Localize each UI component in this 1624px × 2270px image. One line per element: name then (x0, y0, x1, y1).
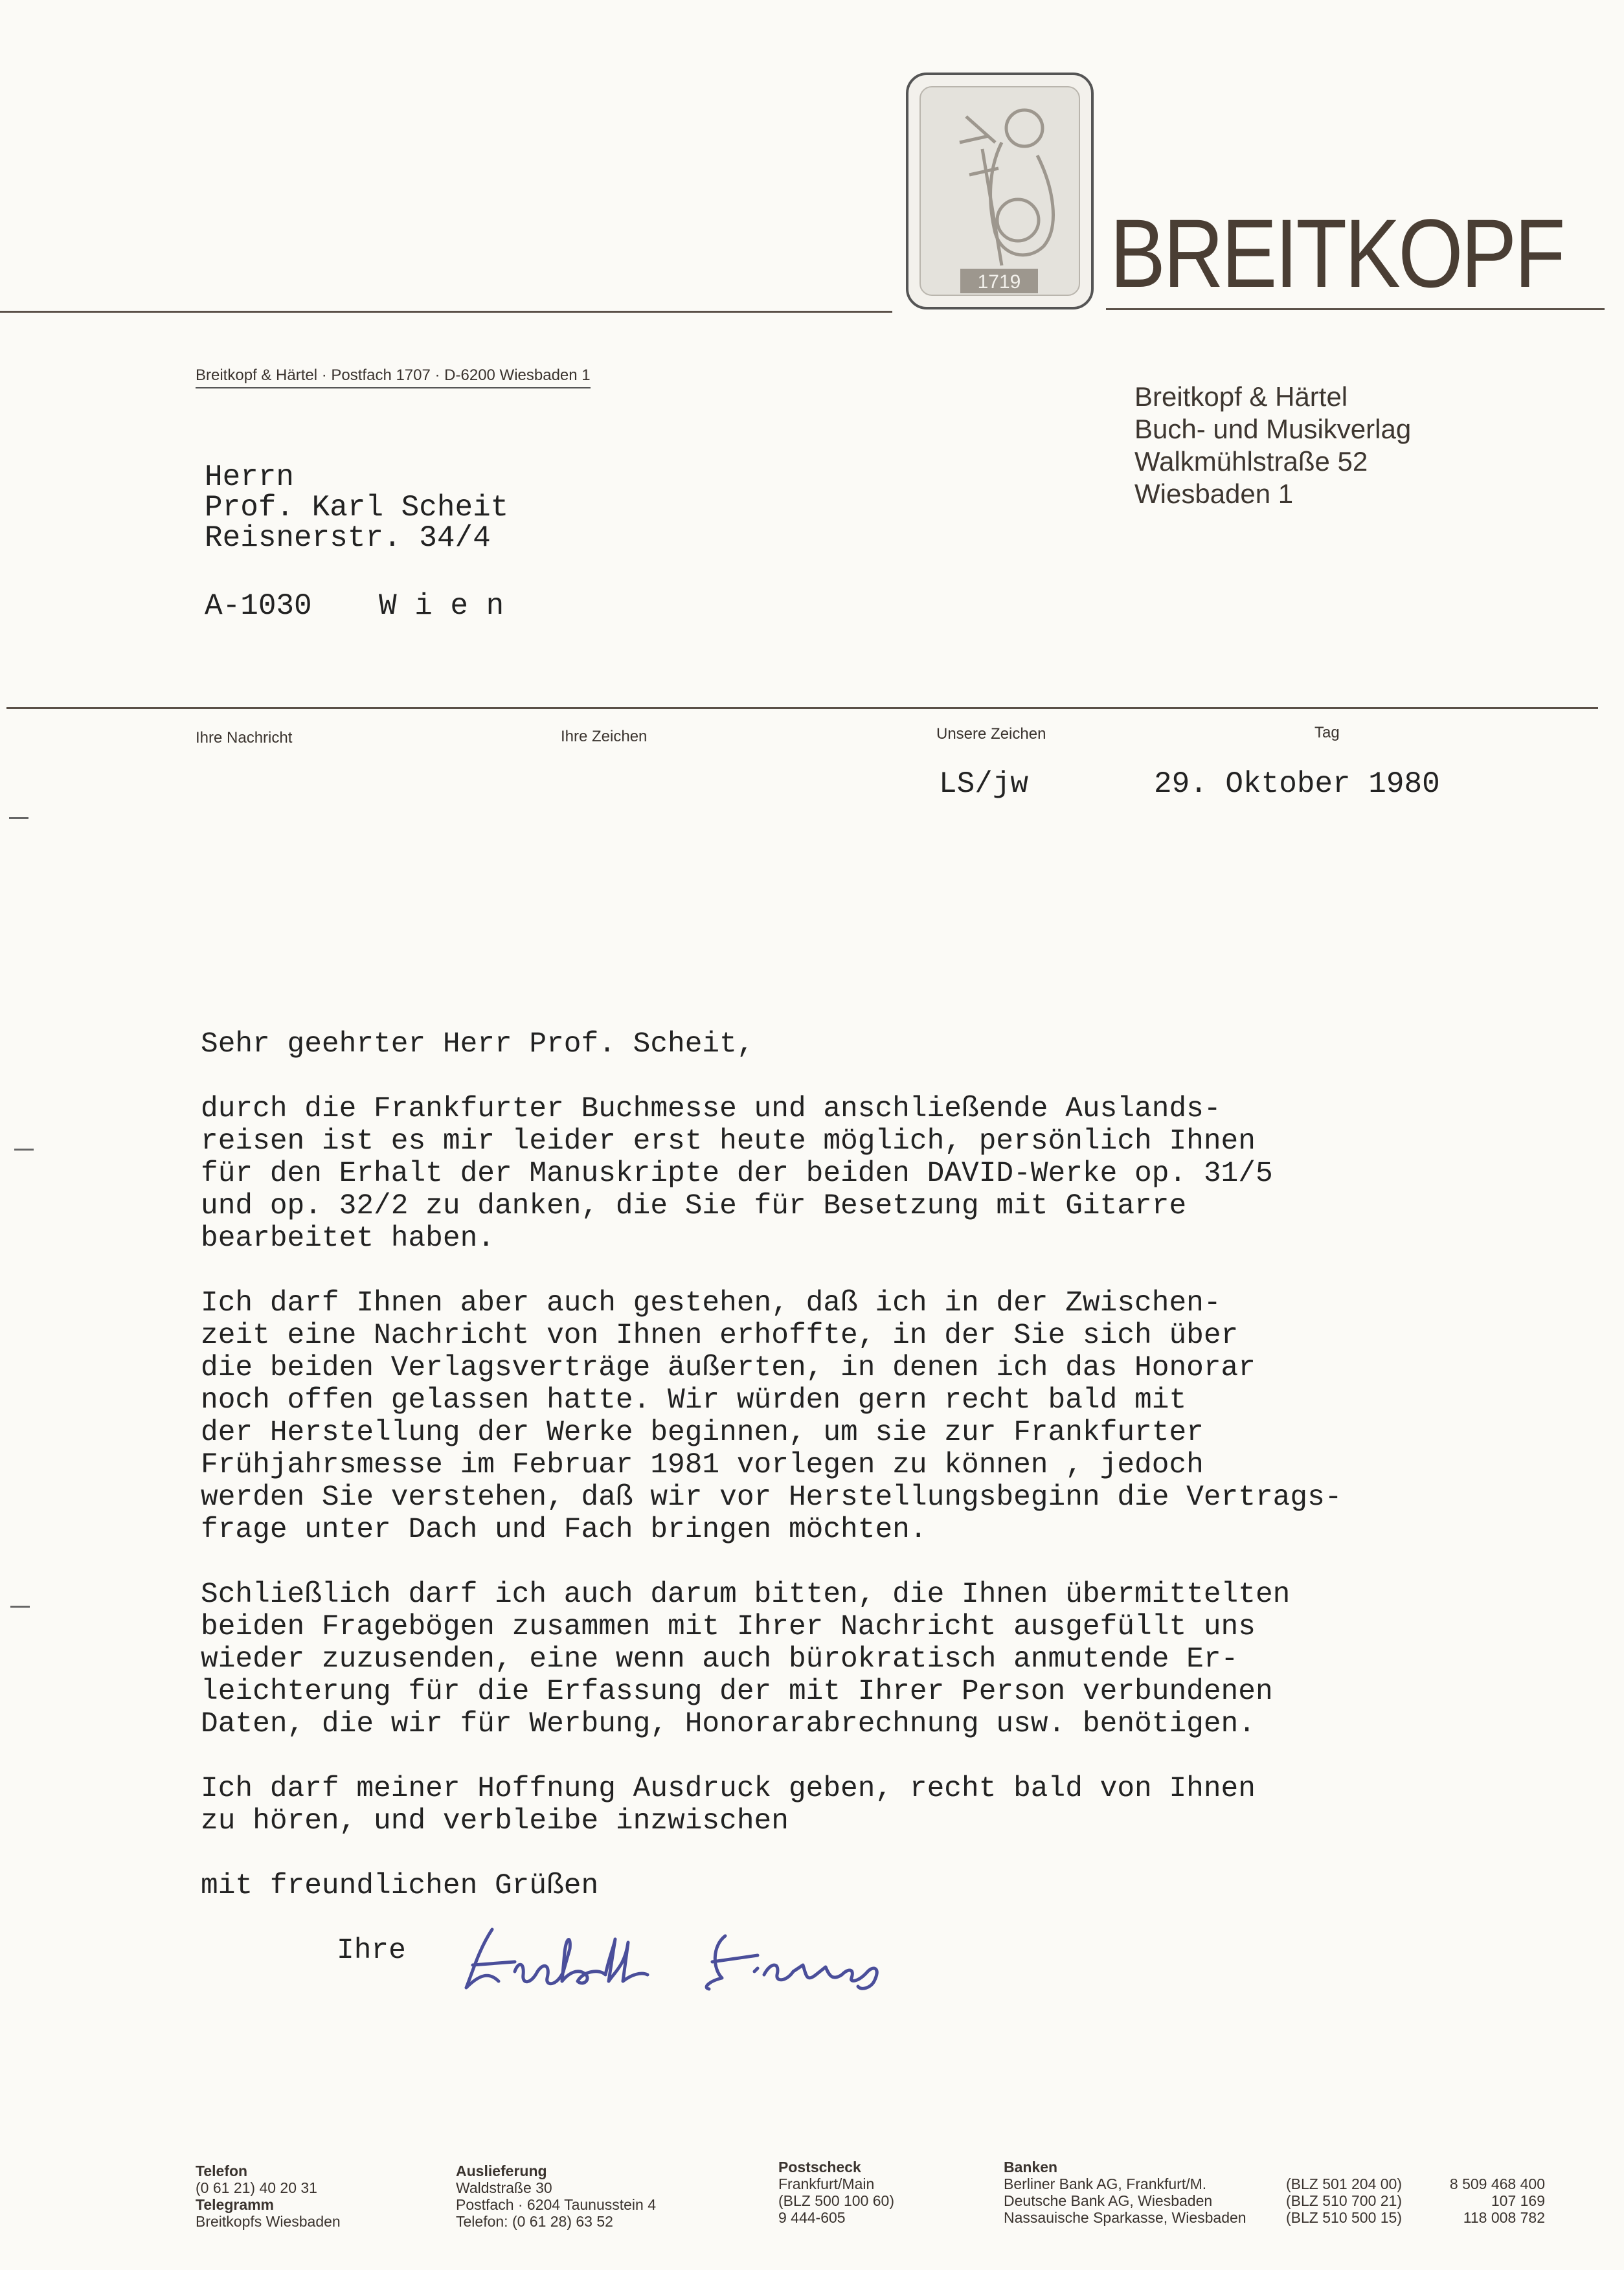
footer-bank-accounts: 8 509 468 400 107 169 118 008 782 (1449, 2175, 1545, 2226)
footer-phone (196, 2163, 341, 2230)
reference-rule (6, 707, 1598, 709)
logo-year: 1719 (977, 271, 1021, 293)
our-reference-sign: LS/jw (939, 767, 1029, 801)
footer-bank-codes: (BLZ 501 204 00) (BLZ 510 700 21) (BLZ 510 500 15) (1286, 2175, 1403, 2226)
paragraph-1: durch die Frankfurter Buchmesse und anschließende Auslands- reisen ist es mir leider erst heute möglich, persönlich Ihnen für den Erhalt der Manuskripte der beiden DAVID-Werke op. 31/5 und op. 32/2 zu danken, die Sie für Besetzung mit Gitarre bearbeitet haben. (201, 1093, 1273, 1255)
fold-mark (10, 1606, 30, 1608)
sender-address (1134, 381, 1411, 510)
footer-bank-names: Berliner Bank AG, Frankfurt/M. Deutsche Bank AG, Wiesbaden Nassauische Sparkasse, Wiesbaden (1004, 2175, 1246, 2226)
fold-mark (14, 1149, 34, 1151)
paragraph-3: Schließlich darf ich auch darum bitten, die Ihnen übermittelten beiden Fragebögen zusammen mit Ihrer Nachricht ausgefüllt uns wieder zuzusenden, eine wenn auch bürokratisch anmutende Er- leichterung für die Erfassung der mit Ihrer Person verbundenen Daten, die wir für Werbung, Honorarabrechnung usw. benötigen. (201, 1579, 1291, 1740)
sender-address-line: Walkmühlstraße 52 (1134, 446, 1368, 477)
footer-phone-number: (0 61 21) 40 20 31 (196, 2179, 317, 2196)
footer-postcheck (778, 2159, 894, 2226)
logo-emblem (905, 71, 1095, 311)
footer-telegram: Breitkopfs Wiesbaden (196, 2213, 341, 2230)
label-tag: Tag (1314, 724, 1340, 741)
sender-line: Breitkopf & Härtel · Postfach 1707 · D-6200 Wiesbaden 1 (196, 366, 591, 388)
salutation: Sehr geehrter Herr Prof. Scheit, (201, 1028, 754, 1061)
fold-mark (9, 817, 28, 819)
sender-address-line: Breitkopf & Härtel (1134, 381, 1348, 412)
letter-date: 29. Oktober 1980 (1154, 767, 1440, 801)
paragraph-2: Ich darf Ihnen aber auch gestehen, daß ich in der Zwischen- zeit eine Nachricht von Ihnen erhoffte, in der Sie sich über die beiden Verlagsverträge äußerten, in denen ich das Honorar noch offen gelassen hatte. Wir würden gern recht bald mit der Herstellung der Werke beginnen, um sie zur Frankfurter Frühjahrsmesse im Februar 1981 vorlegen zu können , jedoch werden Sie verstehen, daß wir vor Herstellungsbeginn die Vertrags- frage unter Dach und Fach bringen möchten. (201, 1287, 1342, 1546)
footer-postcheck-heading: Postscheck (778, 2159, 861, 2175)
recipient-city: W i e n (379, 589, 504, 623)
footer-banks (1004, 2159, 1246, 2226)
sender-address-line: Buch- und Musikverlag (1134, 414, 1412, 444)
closing-word: Ihre (337, 1935, 406, 1967)
handwritten-signature (453, 1910, 945, 2001)
recipient-address (205, 462, 508, 554)
closing: mit freundlichen Grüßen (201, 1870, 599, 1902)
recipient-line: Reisnerstr. 34/4 (205, 521, 491, 555)
recipient-line: Herrn (205, 460, 295, 494)
label-ihre-nachricht: Ihre Nachricht (196, 729, 293, 747)
label-ihre-zeichen: Ihre Zeichen (561, 728, 648, 745)
footer-telegram-heading: Telegramm (196, 2196, 275, 2213)
footer-delivery-heading: Auslieferung (456, 2163, 547, 2179)
header-rule-right (1106, 308, 1605, 310)
recipient-postcode: A-1030 (205, 589, 312, 623)
sender-address-line: Wiesbaden 1 (1134, 478, 1294, 509)
footer-postcheck-text: Frankfurt/Main (BLZ 500 100 60) 9 444-605 (778, 2175, 895, 2226)
footer-banks-heading: Banken (1004, 2159, 1058, 2175)
label-unsere-zeichen: Unsere Zeichen (936, 725, 1046, 743)
header-rule-left (0, 311, 892, 313)
brand-wordmark: BREITKOPF (1110, 199, 1564, 308)
paragraph-4: Ich darf meiner Hoffnung Ausdruck geben, recht bald von Ihnen zu hören, und verbleibe inzwischen (201, 1773, 1256, 1837)
recipient-line: Prof. Karl Scheit (205, 491, 509, 524)
footer-delivery-text: Waldstraße 30 Postfach · 6204 Taunusstein 4 Telefon: (0 61 28) 63 52 (456, 2179, 657, 2230)
footer-phone-heading: Telefon (196, 2163, 248, 2179)
footer-delivery (456, 2163, 656, 2230)
